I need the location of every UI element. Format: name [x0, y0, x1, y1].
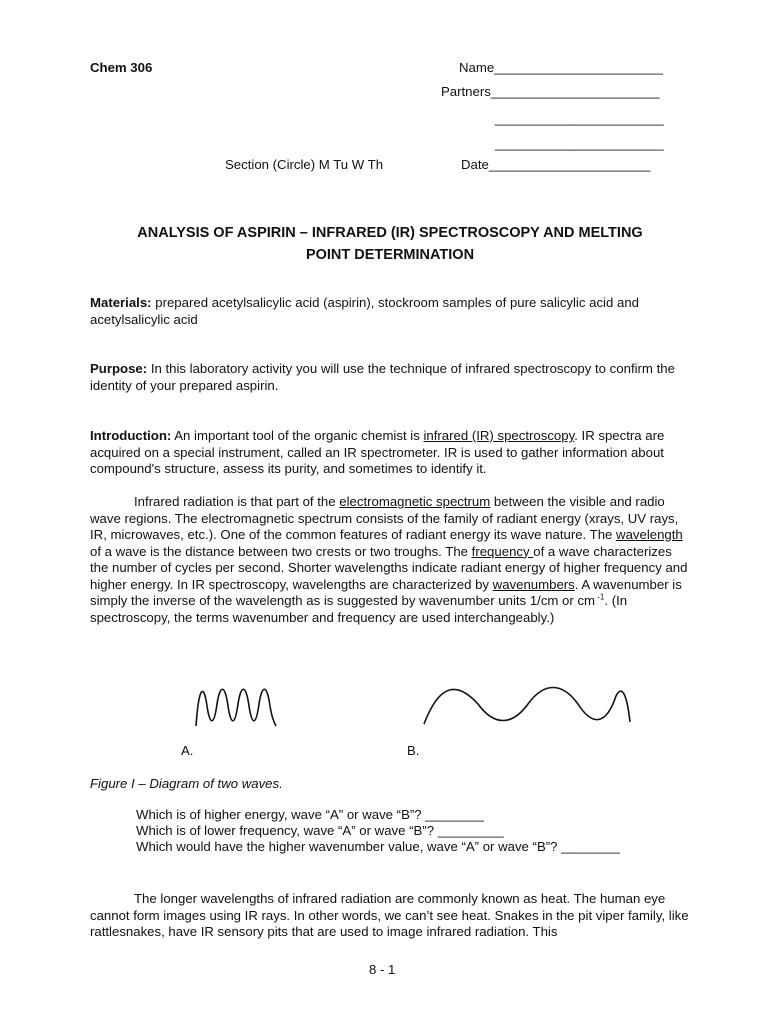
date-label: Date [461, 157, 489, 172]
question-3[interactable]: Which would have the higher wavenumber value, wave “A” or wave “B”? ________ [136, 839, 620, 854]
term-wavelength: wavelength [616, 527, 683, 542]
name-field[interactable] [459, 60, 663, 75]
name-label: Name [459, 60, 495, 75]
figure-caption: Figure I – Diagram of two waves. [90, 776, 283, 791]
term-wavenumbers: wavenumbers [492, 576, 575, 592]
name-blank: _______________________ [494, 60, 663, 75]
partners-blank-2[interactable]: _______________________ [495, 111, 664, 126]
p2-text-4: of a wave characterizes the number of cycles per second. Shorter wavelengths indicate radiant energy of higher frequency and higher energy. In IR spectroscopy, wavelengths are characterized by [90, 543, 688, 592]
wave-b-label: B. [407, 743, 420, 758]
partners-field[interactable] [441, 84, 660, 99]
page-number: 8 - 1 [369, 962, 396, 977]
heat-paragraph [90, 891, 690, 941]
date-field[interactable] [461, 157, 650, 172]
p2-text-2: between the visible and radio wave regions. The electromagnetic spectrum consists of the family of radiant energy (xrays, UV rays, IR, microwaves, etc.). One of the common features of radiant energy its wave nature. The [90, 494, 679, 542]
partners-label: Partners [441, 84, 491, 99]
introduction-paragraph [90, 428, 690, 478]
question-list [136, 807, 620, 855]
term-ir-spectroscopy: infrared (IR) spectroscopy [423, 428, 575, 443]
title-line-2: POINT DETERMINATION [305, 247, 475, 263]
p2-text-1: Infrared radiation is that part of the [134, 494, 340, 509]
materials-label: Materials: [90, 295, 152, 310]
purpose-paragraph [90, 361, 690, 394]
term-electromagnetic-spectrum: electromagnetic spectrum [339, 494, 491, 509]
wave-a-label: A. [181, 743, 194, 758]
term-frequency: frequency [471, 543, 534, 559]
date-blank: ______________________ [488, 157, 651, 172]
materials-text: prepared acetylsalicylic acid (aspirin), stockroom samples of pure salicylic acid and acetylsalicylic acid [90, 295, 639, 327]
partners-blank-3[interactable]: _______________________ [495, 136, 664, 151]
course-label: Chem 306 [90, 60, 153, 75]
partners-blank-1: _______________________ [490, 84, 660, 99]
p2-text-5: . A wavenumber is simply the inverse of the wavelength as is suggested by wavenumber units 1/cm or cm [90, 576, 682, 608]
purpose-text: In this laboratory activity you will use the technique of infrared spectroscopy to confirm the identity of your prepared aspirin. [90, 361, 675, 393]
section-circle[interactable]: Section (Circle) M Tu W Th [225, 157, 384, 172]
infrared-paragraph [90, 494, 690, 626]
intro-text-1: An important tool of the organic chemist is [171, 428, 424, 443]
question-1[interactable]: Which is of higher energy, wave “A” or wave “B”? ________ [136, 807, 484, 822]
question-2[interactable]: Which is of lower frequency, wave “A” or wave “B”? _________ [136, 823, 504, 838]
p2-text-3: of a wave is the distance between two crests or two troughs. The [90, 543, 472, 559]
title-line-1: ANALYSIS OF ASPIRIN – INFRARED (IR) SPECTROSCOPY AND MELTING [137, 225, 643, 241]
wave-a-diagram [190, 682, 290, 732]
purpose-label: Purpose: [90, 361, 148, 376]
intro-text-2: . IR spectra are acquired on a special instrument, called an IR spectrometer. IR is used to gather information about compound's structure, assess its purity, and sometimes to identify it. [90, 428, 665, 476]
wave-a-path [196, 689, 276, 726]
materials-paragraph [90, 295, 690, 328]
wave-b-diagram [420, 682, 635, 732]
document-title [90, 222, 690, 266]
p2-text-6: . (In spectroscopy, the terms wavenumber and frequency are used interchangeably.) [90, 593, 628, 625]
wave-b-path [424, 688, 630, 725]
introduction-label: Introduction: [90, 428, 172, 443]
p3-text: The longer wavelengths of infrared radiation are commonly known as heat. The human eye cannot form images using IR rays. In other words, we can’t see heat. Snakes in the pit viper family, like rattlesnakes, have IR sensory pits that are used to image infrared radiation. This [90, 891, 689, 939]
superscript-minus-one: -1 [595, 592, 605, 602]
